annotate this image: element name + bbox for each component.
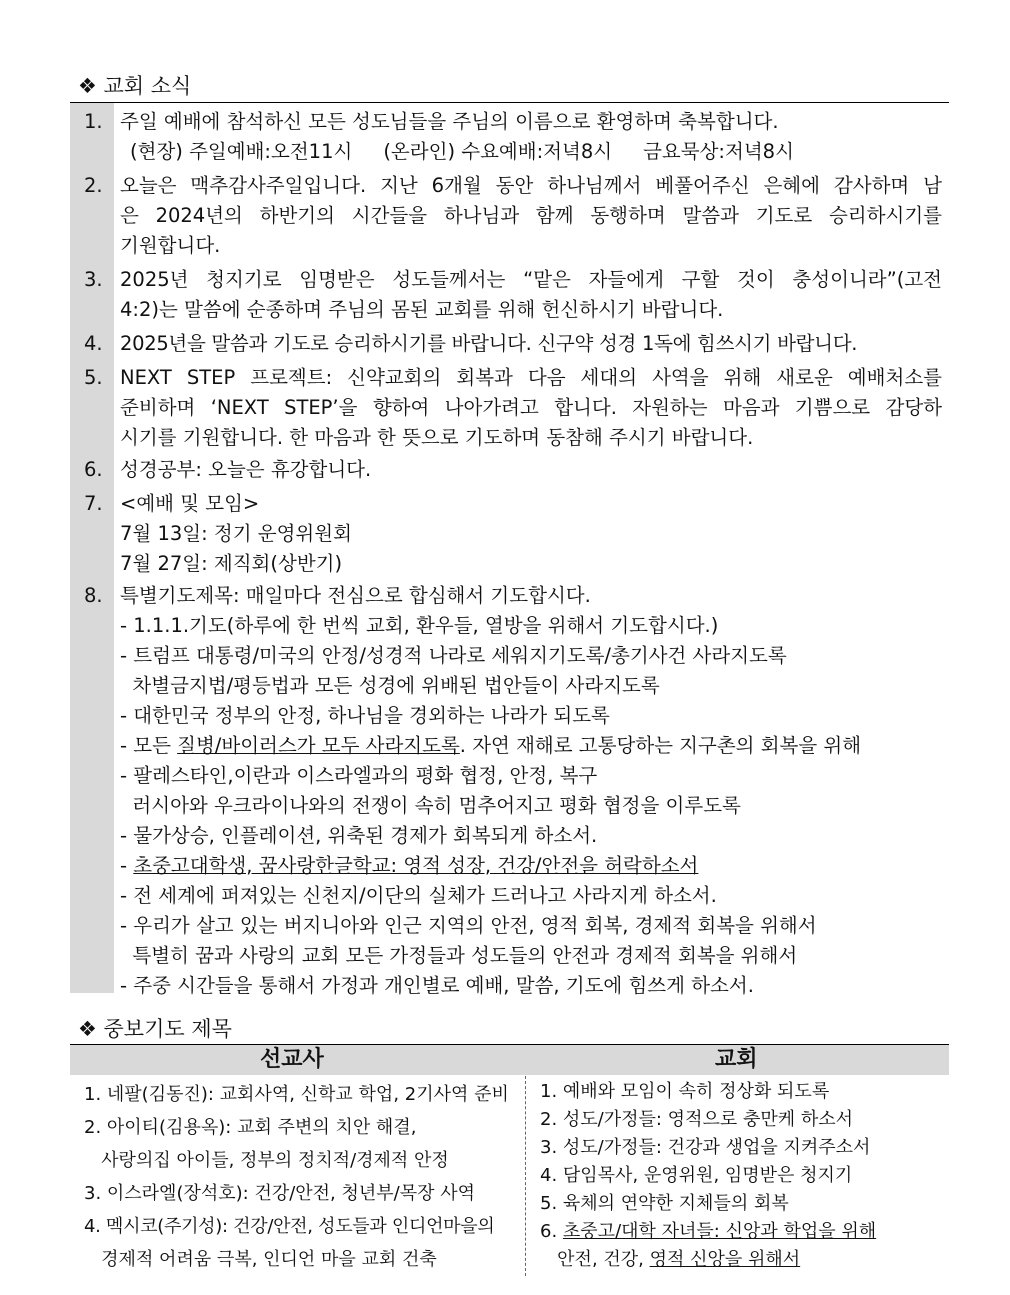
item-number: 7. (84, 492, 103, 515)
news-line: NEXT STEP 프로젝트: 신약교회의 회복과 다음 세대의 사역을 위해 새로운 예배처소를 (120, 366, 942, 389)
underlined-text: 영적 신앙을 위해서 (649, 1249, 801, 1270)
missionary-header: 선교사 (260, 1047, 324, 1072)
prayer-line: - 전 세계에 퍼져있는 신천지/이단의 실체가 드러나고 사라지게 하소서. (120, 884, 717, 907)
church-list (540, 1078, 945, 1274)
missionary-item: 3. 이스라엘(장석호): 건강/안전, 청년부/목장 사역 (84, 1183, 476, 1204)
missionary-item: 2. 아이티(김용옥): 교회 주변의 치안 해결, (84, 1117, 417, 1138)
missionary-item: 사랑의집 아이들, 정부의 정치적/경제적 안정 (84, 1150, 449, 1171)
prayer-line-part: . 자연 재해로 고통당하는 지구촌의 회복을 위해 (459, 734, 862, 757)
news-line: 시기를 기원합니다. 한 마음과 한 뜻으로 기도하며 동참해 주시기 바랍니다. (120, 426, 754, 449)
item-number: 8. (84, 584, 103, 607)
church-item (540, 1218, 945, 1246)
item-number: 1. (84, 110, 103, 133)
news-line: 7월 27일: 제직회(상반기) (120, 552, 343, 575)
church-item-part: 안전, 건강, (540, 1249, 650, 1270)
news-line: <예배 및 모임> (120, 492, 260, 515)
news-line: 오늘은 맥추감사주일입니다. 지난 6개월 동안 하나님께서 베풀어주신 은혜에 감사하며 남 (120, 174, 942, 197)
church-news-title: ❖ 교회 소식 (78, 74, 192, 98)
prayer-line: - 트럼프 대통령/미국의 안정/성경적 나라로 세워지기도록/총기사건 사라지도록 (120, 644, 787, 667)
prayer-line: - 주중 시간들을 통해서 가정과 개인별로 예배, 말씀, 기도에 힘쓰게 하소서. (120, 974, 754, 997)
column-divider (525, 1076, 526, 1276)
news-line: 은 2024년의 하반기의 시간들을 하나님과 함께 동행하며 말씀과 기도로 승리하시기를 (120, 204, 942, 227)
intercessory-prayer-box (70, 1044, 949, 1276)
missionary-item: 경제적 어려움 극복, 인디언 마을 교회 건축 (84, 1249, 437, 1270)
prayer-line-part: - 모든 (120, 734, 178, 757)
church-item: 1. 예배와 모임이 속히 정상화 되도록 (540, 1081, 830, 1102)
number-column (70, 103, 114, 993)
news-line: 2025년을 말씀과 기도로 승리하시기를 바랍니다. 신구약 성경 1독에 힘쓰시기 바랍니다. (120, 332, 858, 355)
church-item: 5. 육체의 연약한 지체들의 회복 (540, 1193, 789, 1214)
prayer-table-header (70, 1044, 949, 1075)
news-line: (현장) 주일예배:오전11시 (온라인) 수요예배:저녁8시 금요묵상:저녁8시 (130, 140, 794, 163)
missionary-item: 1. 네팔(김동진): 교회사역, 신학교 학업, 2기사역 준비 (84, 1084, 509, 1105)
prayer-line-mixed (120, 731, 942, 761)
church-item-part: 6. (540, 1221, 563, 1242)
church-item: 4. 담임목사, 운영위원, 임명받은 청지기 (540, 1165, 853, 1186)
item-number: 6. (84, 458, 103, 481)
prayer-line: - 팔레스타인,이란과 이스라엘과의 평화 협정, 안정, 복구 (120, 764, 598, 787)
prayer-line: 차별금지법/평등법과 모든 성경에 위배된 법안들이 사라지도록 (120, 674, 660, 697)
underlined-text: 초중고대학생, 꿈사랑한글학교: 영적 성장, 건강/안전을 허락하소서 (133, 854, 699, 877)
prayer-line: - 1.1.1.기도(하루에 한 번씩 교회, 환우들, 열방을 위해서 기도합시다.) (120, 614, 719, 637)
news-line: 성경공부: 오늘은 휴강합니다. (120, 458, 372, 481)
church-news-box (70, 102, 949, 997)
item-number: 2. (84, 174, 103, 197)
news-line: 기원합니다. (120, 234, 221, 257)
underlined-text: 초중고/대학 자녀들: 신앙과 학업을 위해 (562, 1221, 877, 1242)
prayer-line: 특별히 꿈과 사랑의 교회 모든 가정들과 성도들의 안전과 경제적 회복을 위해서 (120, 944, 798, 967)
church-item: 3. 성도/가정들: 건강과 생업을 지켜주소서 (540, 1137, 871, 1158)
news-line: 준비하며 ‘NEXT STEP’을 향하여 나아가려고 합니다. 자원하는 마음과 기쁨으로 감당하 (120, 396, 942, 419)
intercessory-prayer-title: ❖ 중보기도 제목 (78, 1017, 232, 1041)
church-header: 교회 (715, 1047, 758, 1072)
prayer-line: - 대한민국 정부의 안정, 하나님을 경외하는 나라가 되도록 (120, 704, 610, 727)
news-line: 2025년 청지기로 임명받은 성도들께서는 “맡은 자들에게 구할 것이 충성이니라”(고전 (120, 268, 942, 291)
news-line: 주일 예배에 참석하신 모든 성도님들을 주님의 이름으로 환영하며 축복합니다. (120, 110, 779, 133)
prayer-line-mixed (120, 851, 942, 881)
prayer-line: - 물가상승, 인플레이션, 위축된 경제가 회복되게 하소서. (120, 824, 598, 847)
missionary-item: 4. 멕시코(주기성): 건강/안전, 성도들과 인디언마을의 (84, 1216, 495, 1237)
news-line: 4:2)는 말씀에 순종하며 주님의 몸된 교회를 위해 헌신하시기 바랍니다. (120, 298, 724, 321)
missionary-list (84, 1078, 524, 1276)
prayer-line: - 우리가 살고 있는 버지니아와 인근 지역의 안전, 영적 회복, 경제적 회복을 위해서 (120, 914, 817, 937)
church-item (540, 1246, 945, 1274)
prayer-line: 러시아와 우크라이나와의 전쟁이 속히 멈추어지고 평화 협정을 이루도록 (120, 794, 741, 817)
news-line: 특별기도제목: 매일마다 전심으로 합심해서 기도합시다. (120, 584, 591, 607)
news-line: 7월 13일: 정기 운영위원회 (120, 522, 352, 545)
item-number: 3. (84, 268, 103, 291)
item-number: 5. (84, 366, 103, 389)
item-number: 4. (84, 332, 103, 355)
church-item: 2. 성도/가정들: 영적으로 충만케 하소서 (540, 1109, 854, 1130)
prayer-line-part: - (120, 854, 134, 877)
underlined-text: 질병/바이러스가 모두 사라지도록 (177, 734, 460, 757)
